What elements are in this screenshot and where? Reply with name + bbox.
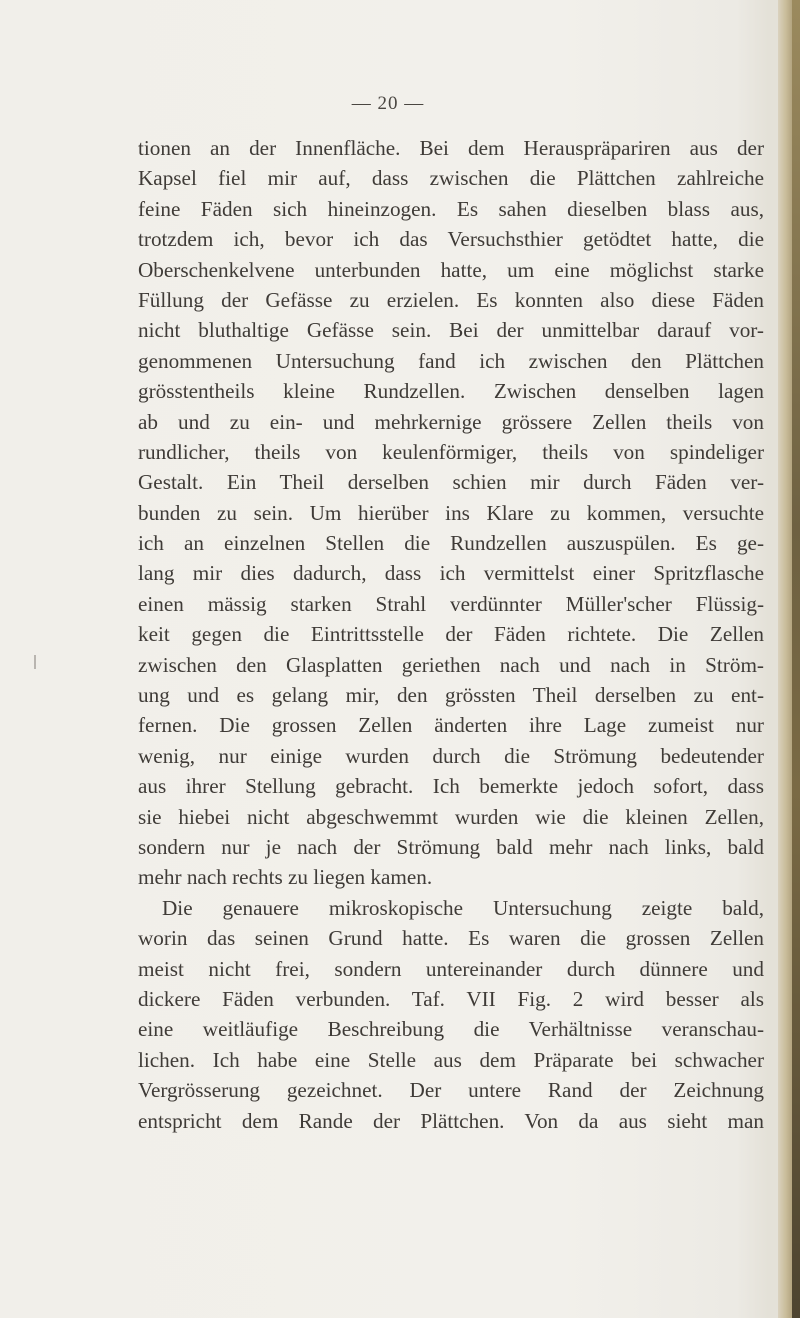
text-line: trotzdem ich, bevor ich das Versuchsthier getödtet hatte, die — [138, 227, 764, 252]
page-edge-shadow — [792, 0, 800, 1318]
margin-mark — [34, 655, 36, 669]
text-line: tionen an der Innenfläche. Bei dem Herauspräpariren aus der — [138, 136, 764, 160]
text-line: lichen. Ich habe eine Stelle aus dem Präparate bei schwacher — [138, 1047, 764, 1072]
text-line: sie hiebei nicht abgeschwemmt wurden wie die kleinen Zellen, — [138, 804, 764, 829]
text-line: Oberschenkelvene unterbunden hatte, um eine möglichst starke — [138, 257, 764, 282]
text-line: feine Fäden sich hineinzogen. Es sahen dieselben blass aus, — [138, 196, 764, 221]
text-line: lang mir dies dadurch, dass ich vermittelst einer Spritzflasche — [138, 561, 764, 586]
text-line: eine weitläufige Beschreibung die Verhältnisse veranschau- — [138, 1017, 764, 1042]
text-line: Gestalt. Ein Theil derselben schien mir durch Fäden ver- — [138, 470, 764, 495]
text-line: rundlicher, theils von keulenförmiger, theils von spindeliger — [138, 439, 764, 464]
body-text — [138, 133, 764, 1136]
text-line: nicht bluthaltige Gefässe sein. Bei der unmittelbar darauf vor- — [138, 318, 764, 343]
text-line: fernen. Die grossen Zellen änderten ihre Lage zumeist nur — [138, 713, 764, 738]
text-line: sondern nur je nach der Strömung bald mehr nach links, bald — [138, 834, 764, 859]
text-line: worin das seinen Grund hatte. Es waren die grossen Zellen — [138, 926, 764, 951]
text-line: einen mässig starken Strahl verdünnter Müller'scher Flüssig- — [138, 591, 764, 616]
text-line: wenig, nur einige wurden durch die Strömung bedeutender — [138, 743, 764, 768]
text-line: keit gegen die Eintrittsstelle der Fäden richtete. Die Zellen — [138, 622, 764, 647]
text-line: genommenen Untersuchung fand ich zwischen den Plättchen — [138, 348, 764, 373]
text-line: zwischen den Glasplatten geriethen nach und nach in Ström- — [138, 652, 764, 677]
text-line: Kapsel fiel mir auf, dass zwischen die Plättchen zahlreiche — [138, 166, 764, 191]
text-line: ab und zu ein- und mehrkernige grössere Zellen theils von — [138, 409, 764, 434]
text-line: aus ihrer Stellung gebracht. Ich bemerkte jedoch sofort, dass — [138, 774, 764, 799]
text-line: meist nicht frei, sondern untereinander durch dünnere und — [138, 956, 764, 981]
text-line: ung und es gelang mir, den grössten Theil derselben zu ent- — [138, 683, 764, 708]
text-line: bunden zu sein. Um hierüber ins Klare zu kommen, versuchte — [138, 500, 764, 525]
text-line: Vergrösserung gezeichnet. Der untere Rand der Zeichnung — [138, 1078, 764, 1103]
text-line: entspricht dem Rande der Plättchen. Von da aus sieht man — [138, 1108, 764, 1133]
text-line: ich an einzelnen Stellen die Rundzellen auszuspülen. Es ge- — [138, 531, 764, 556]
text-line: Füllung der Gefässe zu erzielen. Es konnten also diese Fäden — [138, 287, 764, 312]
page-number: — 20 — — [351, 93, 425, 114]
paragraph-start-line: Die genauere mikroskopische Untersuchung zeigte bald, — [162, 895, 764, 920]
text-line: grösstentheils kleine Rundzellen. Zwischen denselben lagen — [138, 379, 764, 404]
paragraph-end-line: mehr nach rechts zu liegen kamen. — [138, 865, 433, 890]
text-line: dickere Fäden verbunden. Taf. VII Fig. 2 wird besser als — [138, 986, 764, 1011]
